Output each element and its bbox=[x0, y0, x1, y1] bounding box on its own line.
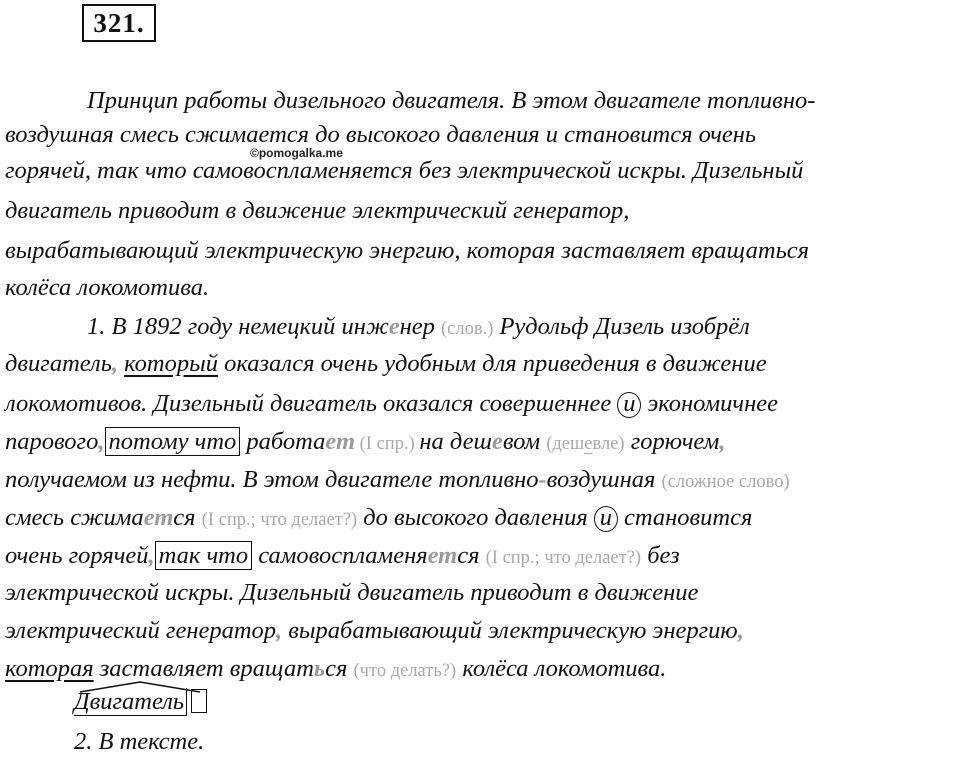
watermark: ©pomogalka.me bbox=[250, 146, 343, 160]
root-arc bbox=[74, 680, 214, 694]
text-line: смесь сжимается (I спр.; что делает?) до высокого давления и становится bbox=[5, 504, 753, 531]
text-line: двигатель приводит в движение электрический генератор, bbox=[5, 197, 630, 224]
answer-2: 2. В тексте. bbox=[74, 728, 205, 755]
boxed-conjunction: так что bbox=[155, 541, 252, 570]
text-line: очень горячей, так что самовоспламеняется (I спр.; что делает?) без bbox=[5, 542, 680, 569]
text-line: парового, потому что работает (I спр.) на дешевом (дешевле) горючем, bbox=[5, 428, 726, 455]
annotation: (слов.) bbox=[441, 319, 494, 339]
annotation: (I спр.) bbox=[355, 434, 420, 454]
text-line: локомотивов. Дизельный двигатель оказался совершеннее и экономичнее bbox=[5, 390, 778, 417]
morpheme-parse bbox=[74, 688, 207, 716]
annotation: (что делать?) bbox=[353, 661, 457, 681]
annotation: (дешевле) bbox=[546, 434, 625, 454]
text-line: которая заставляет вращаться (что делать?) колёса локомотива. bbox=[5, 655, 667, 682]
text-line: 1. В 1892 году немецкий инженер (слов.) Рудольф Дизель изобрёл bbox=[87, 313, 750, 340]
annotation: (сложное слово) bbox=[661, 472, 790, 492]
boxed-conjunction: потому что bbox=[105, 427, 241, 456]
underlined-word: который bbox=[124, 350, 218, 377]
underlined-word: которая bbox=[5, 655, 94, 682]
text-line: двигатель, который оказался очень удобным для приведения в движение bbox=[5, 350, 767, 377]
text-line: электрической искры. Дизельный двигатель приводит в движение bbox=[5, 579, 699, 606]
text-line: электрический генератор, вырабатывающий электрическую энергию, bbox=[5, 617, 744, 644]
task-number: 321. bbox=[82, 4, 156, 42]
text-line: вырабатывающий электрическую энергию, которая заставляет вращаться bbox=[5, 237, 809, 264]
text-line: воздушная смесь сжимается до высокого давления и становится очень bbox=[5, 121, 757, 148]
annotation: (I спр.; что делает?) bbox=[485, 548, 642, 568]
text-line: колёса локомотива. bbox=[5, 274, 210, 301]
text-line: горячей, так что самовоспламеняется без электрической искры. Дизельный bbox=[5, 157, 804, 184]
morph-word: Двигатель bbox=[74, 688, 187, 716]
text-line: Принцип работы дизельного двигателя. В этом двигателе топливно- bbox=[87, 87, 816, 114]
circled-conjunction: и bbox=[617, 392, 641, 418]
text-line: получаемом из нефти. В этом двигателе топливно-воздушная (сложное слово) bbox=[5, 466, 790, 493]
annotation: (I спр.; что делает?) bbox=[201, 510, 358, 530]
circled-conjunction: и bbox=[594, 506, 618, 532]
